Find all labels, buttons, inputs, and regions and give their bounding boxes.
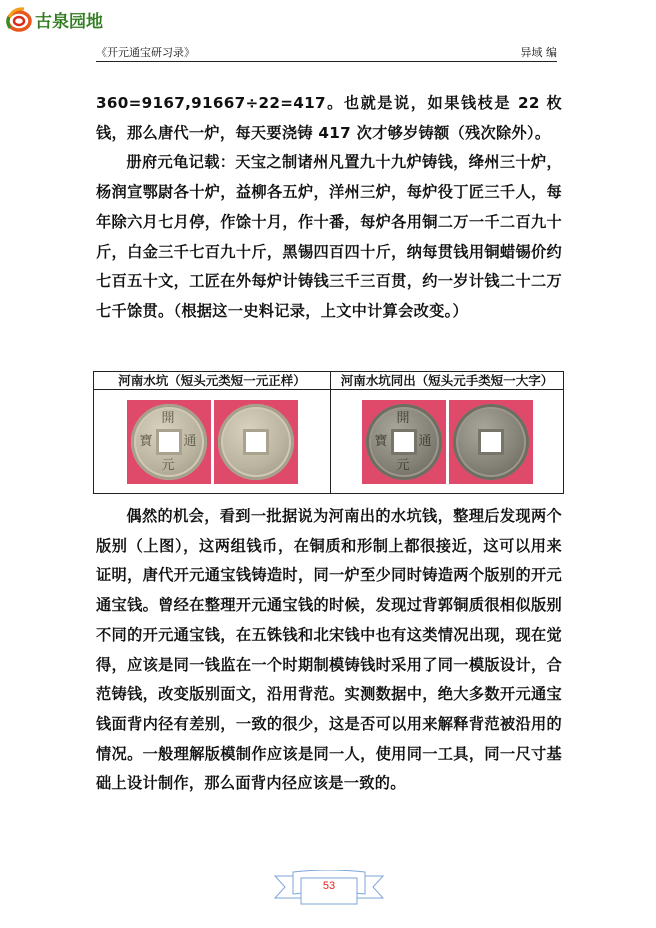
running-head xyxy=(96,46,557,62)
coin-obverse-photo xyxy=(362,400,446,484)
text-block-top xyxy=(96,89,562,327)
coin-comparison-table xyxy=(93,371,564,494)
coin-char: 開 xyxy=(161,410,175,426)
table-header-left: 河南水坑（短头元类短一元正样） xyxy=(94,372,331,390)
coin-reverse-photo xyxy=(449,400,533,484)
paragraph: 360=9167,91667÷22=417。也就是说，如果钱枝是 22 枚钱，那么唐代一炉，每天要浇铸 417 次才够岁铸额（残次除外）。 xyxy=(96,94,562,142)
coin-cell-right xyxy=(331,390,564,494)
coin-char: 通 xyxy=(183,433,197,449)
swirl-logo-icon xyxy=(4,6,32,32)
square-hole xyxy=(478,429,504,455)
coin-obverse xyxy=(366,404,442,480)
coin-reverse xyxy=(453,404,529,480)
coin-char: 元 xyxy=(161,457,175,473)
square-hole xyxy=(156,429,182,455)
coin-char: 寶 xyxy=(374,433,388,449)
page-number-ribbon xyxy=(273,870,385,906)
coin-char: 開 xyxy=(396,410,410,426)
square-hole xyxy=(243,429,269,455)
coin-char: 寶 xyxy=(139,433,153,449)
paragraph: 册府元龟记载：天宝之制诸州凡置九十九炉铸钱，绛州三十炉，杨润宣鄂尉各十炉，益柳各五炉，洋州三炉，每炉役丁匠三千人，每年除六月七月停，作馀十月，作十番，每炉各用铜二万一千二百九十斤，白金三千七百九十斤，黑锡四百四十斤，纳每贯钱用铜蜡锡价约七百五十文，工匠在外每炉计铸钱三千三百贯，约一岁计钱二十二万七千馀贯。（根据这一史料记录，上文中计算会改变。） xyxy=(96,153,562,320)
site-logo xyxy=(4,6,103,32)
book-title: 《开元通宝研习录》 xyxy=(96,46,195,59)
coin-obverse xyxy=(131,404,207,480)
text-block-bottom xyxy=(96,502,562,799)
logo-text: 古泉园地 xyxy=(35,11,103,32)
square-hole xyxy=(391,429,417,455)
table-header-right: 河南水坑同出（短头元手类短一大字） xyxy=(331,372,564,390)
author-credit: 异域 编 xyxy=(520,46,557,59)
coin-char: 通 xyxy=(418,433,432,449)
page-number: 53 xyxy=(322,880,336,892)
coin-cell-left xyxy=(94,390,331,494)
coin-reverse-photo xyxy=(214,400,298,484)
paragraph: 偶然的机会，看到一批据说为河南出的水坑钱，整理后发现两个版别（上图），这两组钱币，在铜质和形制上都很接近，这可以用来证明，唐代开元通宝钱铸造时，同一炉至少同时铸造两个版别的开元通宝钱。曾经在整理开元通宝钱的时候，发现过背郭铜质很相似版别不同的开元通宝钱，在五铢钱和北宋钱中也有这类情况出现，现在觉得，应该是同一钱监在一个时期制模铸钱时采用了同一模版设计，合范铸钱，改变版别面文，沿用背范。实测数据中，绝大多数开元通宝钱面背内径有差别，一致的很少，这是否可以用来解释背范被沿用的情况。一般理解版模制作应该是同一人，使用同一工具，同一尺寸基础上设计制作，那么面背内径应该是一致的。 xyxy=(96,507,562,793)
coin-char: 元 xyxy=(396,457,410,473)
coin-obverse-photo xyxy=(127,400,211,484)
coin-reverse xyxy=(218,404,294,480)
